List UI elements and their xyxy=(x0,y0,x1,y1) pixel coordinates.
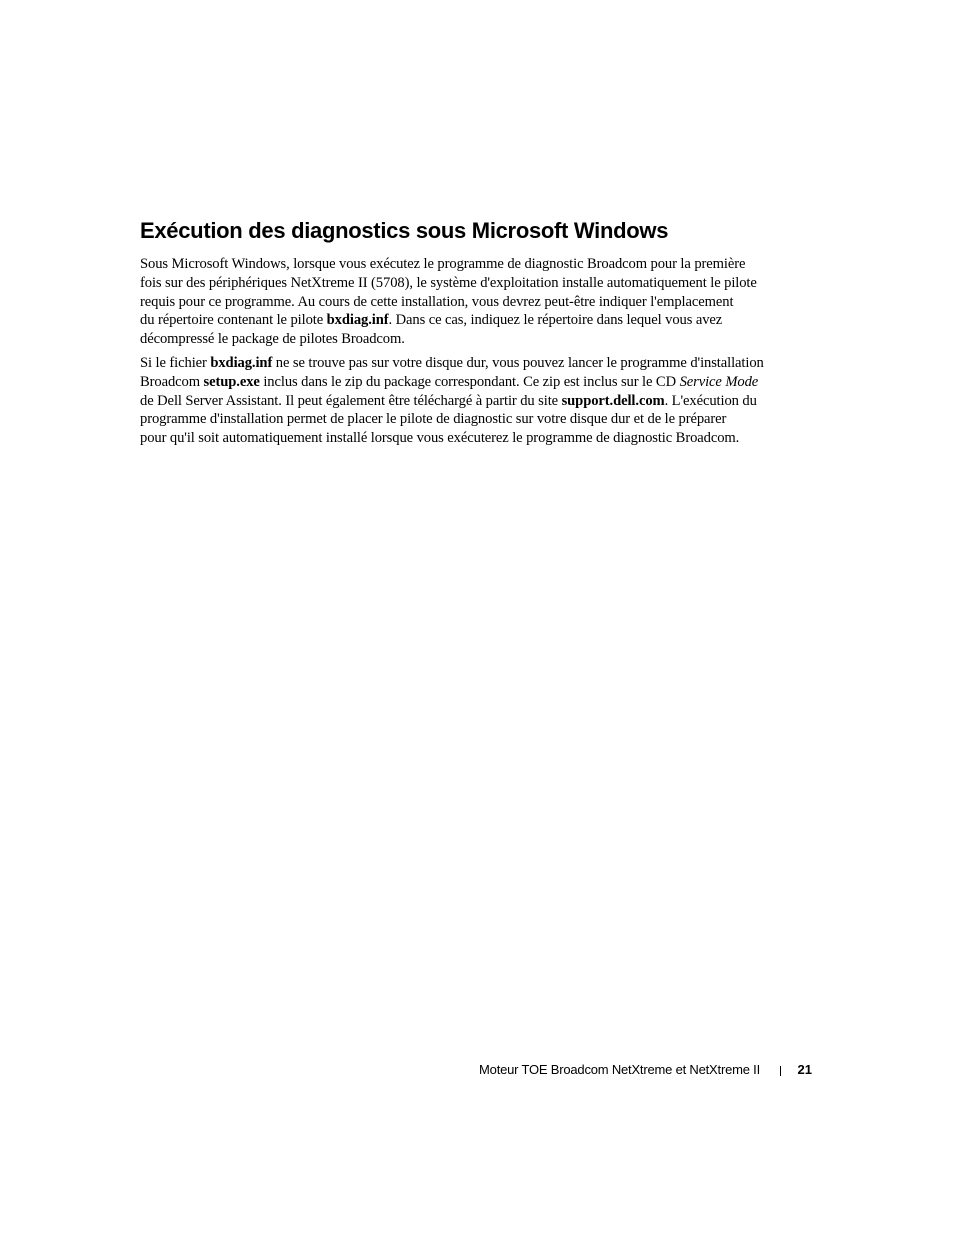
text-line: Sous Microsoft Windows, lorsque vous exécutez le programme de diagnostic Broadcom pour la première xyxy=(140,256,746,272)
text-line xyxy=(140,354,816,373)
text-line: fois sur des périphériques NetXtreme II (5708), le système d'exploitation installe automatiquement le pilote xyxy=(140,274,757,291)
footer-document-title: Moteur TOE Broadcom NetXtreme et NetXtreme II xyxy=(479,1062,760,1077)
cd-name-service-mode: Service Mode xyxy=(679,373,759,390)
paragraph-setup-program xyxy=(140,354,816,448)
text-line: pour qu'il soit automatiquement installé lorsque vous exécuterez le programme de diagnostic Broadcom. xyxy=(140,430,740,447)
text-run: du répertoire contenant le pilote xyxy=(140,312,327,329)
filename-bxdiag-inf: bxdiag.inf xyxy=(210,355,273,371)
text-line: décompressé le package de pilotes Broadcom. xyxy=(140,331,405,348)
text-line xyxy=(140,373,816,392)
text-line xyxy=(140,392,816,411)
footer-separator xyxy=(780,1066,781,1076)
support-site-link: support.dell.com xyxy=(561,392,665,409)
text-run: Si le fichier xyxy=(140,355,211,371)
text-run: . L'exécution du xyxy=(664,392,757,409)
text-line xyxy=(140,311,816,330)
text-run: . Dans ce cas, indiquez le répertoire dans lequel vous avez xyxy=(388,312,723,329)
page-number: 21 xyxy=(797,1062,812,1077)
filename-setup-exe: setup.exe xyxy=(203,373,260,390)
filename-bxdiag-inf: bxdiag.inf xyxy=(326,312,389,329)
paragraph-windows-driver-install xyxy=(140,255,816,349)
text-run: Broadcom xyxy=(140,373,204,390)
text-run: de Dell Server Assistant. Il peut également être téléchargé à partir du site xyxy=(140,392,562,409)
text-line: programme d'installation permet de placer le pilote de diagnostic sur votre disque dur et de le préparer xyxy=(140,411,727,428)
text-run: inclus dans le zip du package correspondant. Ce zip est inclus sur le CD xyxy=(259,373,680,390)
page-title: Exécution des diagnostics sous Microsoft Windows xyxy=(140,218,669,243)
text-run: ne se trouve pas sur votre disque dur, vous pouvez lancer le programme d'installation xyxy=(272,355,764,371)
page-footer xyxy=(0,1060,812,1080)
text-line: requis pour ce programme. Au cours de cette installation, vous devrez peut-être indiquer l'emplacement xyxy=(140,293,734,310)
